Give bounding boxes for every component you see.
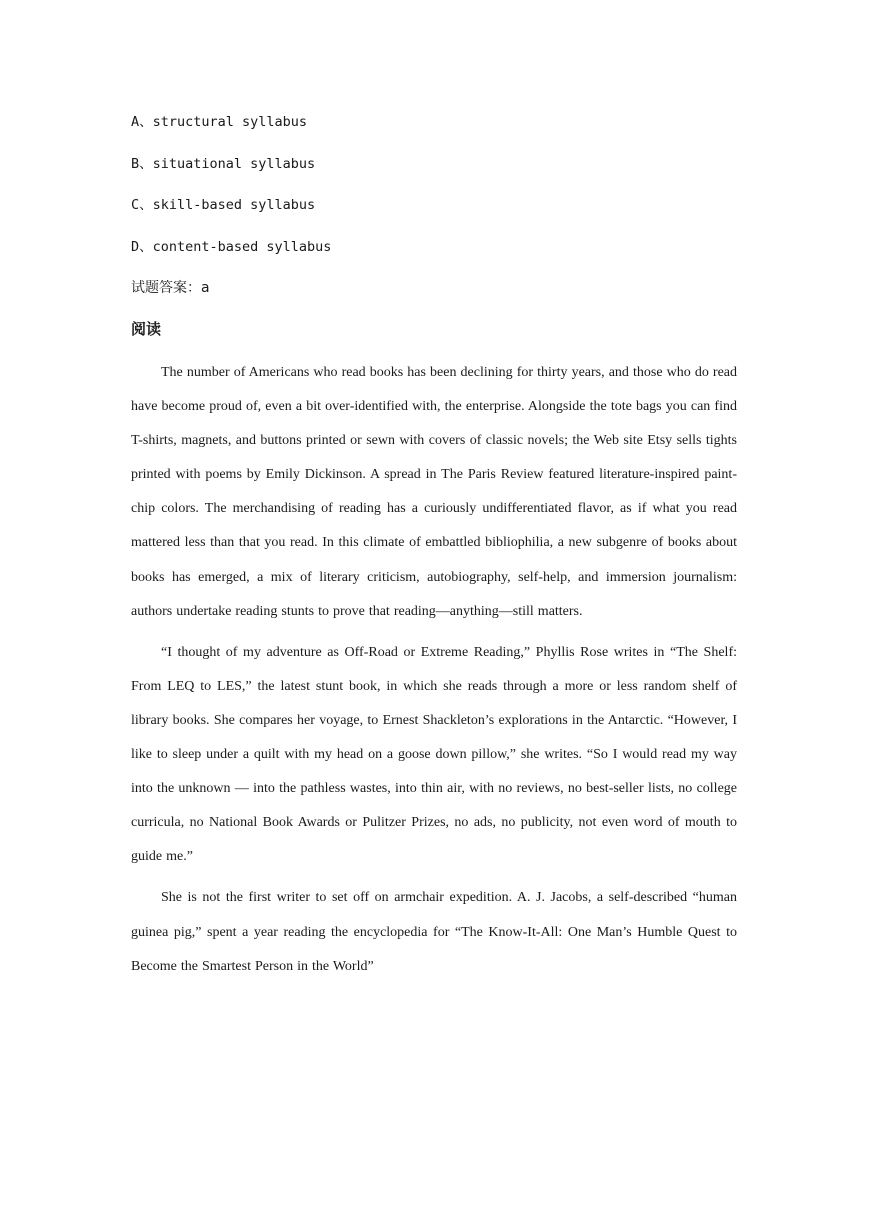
paragraph-3: She is not the first writer to set off on armchair expedition. A. J. Jacobs, a self-described “human guinea pig,” spent a year reading the encyclopedia for “The Know-It-All: One Man’s Humble Quest to Become the Smartest Person in the World” (131, 890, 737, 974)
option-d: D、content-based syllabus (131, 238, 332, 255)
section-heading: 阅读 (131, 320, 162, 338)
option-a: A、structural syllabus (131, 114, 308, 130)
document-page (131, 108, 737, 991)
paragraph-1: The number of Americans who read books has been declining for thirty years, and those who do read have become proud of, even a bit over-identified with, the enterprise. Alongside the tote bags you can find T-shirts, magnets, and buttons printed or sewn with covers of classic novels; the Web site Etsy sells tights printed with poems by Emily Dickinson. A spread in The Paris Review featured literature-inspired paint-chip colors. The merchandising of reading has a curiously undifferentiated flavor, as if what you read mattered less than that you read. In this climate of embattled bibliophilia, a new subgenre of books about books has emerged, a mix of literary criticism, autobiography, self-help, and immersion journalism: authors undertake reading stunts to prove that reading—anything—still matters. (131, 365, 737, 619)
answer-line: 试题答案：a (131, 280, 210, 296)
option-c: C、skill-based syllabus (131, 197, 316, 213)
option-b: B、situational syllabus (131, 155, 316, 172)
paragraph-2: “I thought of my adventure as Off-Road or Extreme Reading,” Phyllis Rose writes in “The Shelf: From LEQ to LES,” the latest stunt book, in which she reads through a more or less random shelf of library books. She compares her voyage, to Ernest Shackleton’s explorations in the Antarctic. “However, I like to sleep under a quilt with my head on a goose down pillow,” she writes. “So I would read my way into the unknown — into the pathless wastes, into thin air, with no reviews, no best-seller lists, no college curricula, no National Book Awards or Pulitzer Prizes, no ads, no publicity, not even word of mouth to guide me.” (131, 644, 737, 865)
